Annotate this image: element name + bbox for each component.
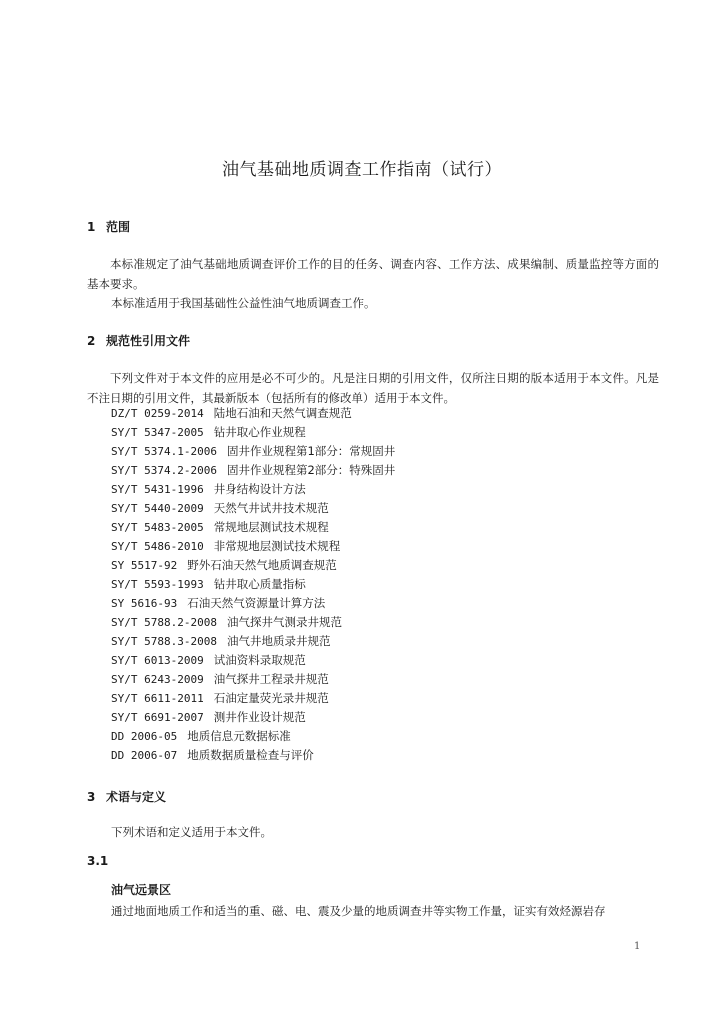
reference-title: 非常规地层测试技术规程 [213,539,341,553]
reference-item [111,518,395,537]
section-2-heading [87,333,190,349]
reference-code: SY/T 5486-2010 [111,540,204,553]
term-name: 油气远景区 [111,883,172,897]
section-title: 范围 [106,220,131,234]
reference-item [111,689,395,708]
reference-item [111,708,395,727]
reference-code: SY/T 6243-2009 [111,673,204,686]
page-number: 1 [634,941,641,952]
reference-title: 井身结构设计方法 [213,482,306,496]
reference-item [111,480,395,499]
reference-title: 石油定量荧光录井规范 [213,691,329,705]
reference-title: 天然气井试井技术规范 [213,501,329,515]
reference-title: 固井作业规程第2部分：特殊固井 [226,463,396,477]
reference-item [111,461,395,480]
reference-code: SY/T 5431-1996 [111,483,204,496]
document-title: 油气基础地质调查工作指南（试行） [222,160,502,180]
reference-title: 常规地层测试技术规程 [213,520,329,534]
scope-paragraph-2: 本标准适用于我国基础性公益性油气地质调查工作。 [111,296,376,310]
reference-item [111,556,395,575]
reference-code: DD 2006-05 [111,730,178,743]
reference-code: SY/T 6691-2007 [111,711,204,724]
reference-item [111,575,395,594]
reference-item [111,727,395,746]
references-intro: 下列文件对于本文件的应用是必不可少的。凡是注日期的引用文件，仅所注日期的版本适用于本文件。凡是不注日期的引用文件，其最新版本（包括所有的修改单）适用于本文件。 [87,371,659,405]
section-1-heading [87,219,130,235]
reference-title: 油气探井气测录井规范 [226,615,342,629]
reference-item [111,404,395,423]
subsection-number: 3.1 [87,854,109,868]
terms-intro: 下列术语和定义适用于本文件。 [111,825,272,839]
reference-code: DZ/T 0259-2014 [111,407,204,420]
reference-code: SY/T 5483-2005 [111,521,204,534]
section-number: 1 [87,220,96,234]
scope-paragraph-1: 本标准规定了油气基础地质调查评价工作的目的任务、调查内容、工作方法、成果编制、质量监控等方面的基本要求。 [87,257,659,291]
reference-code: DD 2006-07 [111,749,178,762]
reference-title: 石油天然气资源量计算方法 [187,596,326,610]
section-title: 术语与定义 [106,790,167,804]
reference-item [111,442,395,461]
reference-code: SY 5616-93 [111,597,178,610]
reference-title: 固井作业规程第1部分：常规固井 [226,444,396,458]
reference-code: SY/T 5374.1-2006 [111,445,217,458]
reference-item [111,423,395,442]
reference-title: 野外石油天然气地质调查规范 [187,558,337,572]
reference-code: SY/T 6611-2011 [111,692,204,705]
reference-title: 钻井取心作业规程 [213,425,306,439]
reference-item [111,499,395,518]
reference-code: SY/T 5440-2009 [111,502,204,515]
reference-code: SY/T 5788.2-2008 [111,616,217,629]
section-number: 2 [87,334,96,348]
reference-item [111,632,395,651]
section-3-heading [87,789,166,805]
reference-title: 试油资料录取规范 [213,653,306,667]
reference-title: 地质数据质量检查与评价 [187,748,314,762]
reference-title: 陆地石油和天然气调查规范 [213,406,352,420]
reference-code: SY/T 5788.3-2008 [111,635,217,648]
reference-item [111,746,395,765]
section-title: 规范性引用文件 [106,334,191,348]
reference-code: SY/T 5347-2005 [111,426,204,439]
term-definition: 通过地面地质工作和适当的重、磁、电、震及少量的地质调查井等实物工作量，证实有效烃源岩存 [111,904,606,918]
reference-code: SY/T 5374.2-2006 [111,464,217,477]
reference-item [111,670,395,689]
reference-code: SY/T 6013-2009 [111,654,204,667]
reference-title: 地质信息元数据标准 [187,729,291,743]
reference-title: 油气井地质录井规范 [226,634,331,648]
reference-title: 油气探井工程录井规范 [213,672,329,686]
reference-code: SY 5517-92 [111,559,178,572]
reference-item [111,613,395,632]
reference-title: 测井作业设计规范 [213,710,306,724]
reference-list [111,404,395,765]
reference-item [111,537,395,556]
section-number: 3 [87,790,96,804]
reference-code: SY/T 5593-1993 [111,578,204,591]
reference-item [111,651,395,670]
reference-title: 钻井取心质量指标 [213,577,306,591]
reference-item [111,594,395,613]
